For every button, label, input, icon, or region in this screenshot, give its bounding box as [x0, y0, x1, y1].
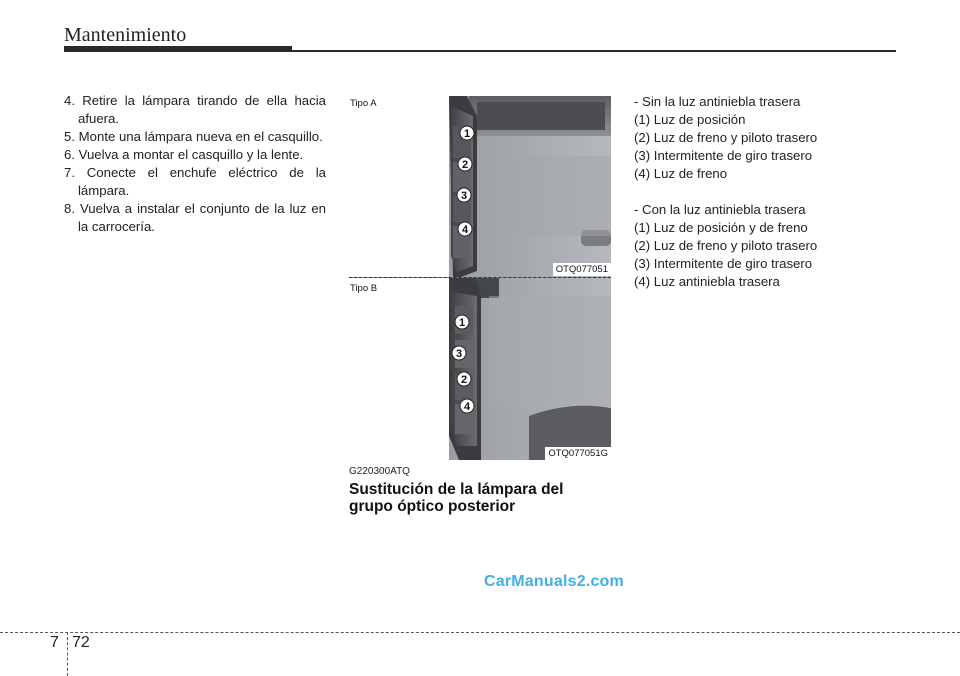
callout-b-2 — [457, 372, 471, 386]
svg-text:3: 3 — [460, 190, 468, 202]
legend-item: (1) Luz de posición — [634, 112, 746, 127]
svg-text:3: 3 — [455, 348, 463, 360]
instruction-steps — [64, 92, 326, 236]
svg-text:1: 1 — [458, 317, 466, 329]
tipo-a-label: Tipo A — [350, 98, 377, 109]
legend-item: (4) Luz antiniebla trasera — [634, 274, 780, 289]
svg-text:4: 4 — [463, 401, 471, 413]
legend-item: (4) Luz de freno — [634, 166, 728, 181]
legend-item: (3) Intermitente de giro trasero — [634, 256, 813, 271]
tipo-b-label: Tipo B — [350, 283, 378, 294]
callout-b-3 — [452, 346, 466, 360]
step-7: 7. Conecte el enchufe eléctrico de la lámpara. — [64, 165, 326, 198]
header-bar — [64, 46, 292, 52]
page-number: 72 — [72, 634, 90, 651]
legend-item: (2) Luz de freno y piloto trasero — [634, 238, 818, 253]
svg-text:2: 2 — [461, 159, 469, 171]
footer-rule — [0, 632, 960, 633]
header-rule — [292, 50, 896, 52]
callout-a-4 — [458, 222, 472, 236]
callout-a-3 — [457, 188, 471, 202]
callout-b-1 — [455, 315, 469, 329]
figure-divider — [349, 277, 611, 278]
tail-lamp-figure — [349, 96, 611, 460]
tail-lamp-illustration — [349, 96, 611, 460]
figure-code-a: OTQ077051 — [553, 263, 611, 276]
section-code: G220300ATQ — [349, 466, 410, 477]
legend-spacer — [634, 183, 894, 201]
footer-divider — [67, 632, 68, 676]
legend-heading-without-fog: - Sin la luz antiniebla trasera — [634, 94, 801, 109]
legend-item: (3) Intermitente de giro trasero — [634, 148, 813, 163]
svg-text:2: 2 — [460, 374, 468, 386]
figure-code-b: OTQ077051G — [545, 447, 611, 460]
callout-b-4 — [460, 399, 474, 413]
legend-heading-with-fog: - Con la luz antiniebla trasera — [634, 202, 806, 217]
callout-a-1 — [460, 126, 474, 140]
svg-text:4: 4 — [461, 224, 469, 236]
step-5: 5. Monte una lámpara nueva en el casquillo. — [64, 129, 323, 144]
legend-item: (2) Luz de freno y piloto trasero — [634, 130, 818, 145]
chapter-number: 7 — [50, 634, 59, 651]
step-8: 8. Vuelva a instalar el conjunto de la luz en la carrocería. — [64, 201, 326, 234]
step-6: 6. Vuelva a montar el casquillo y la lente. — [64, 147, 304, 162]
legend-item: (1) Luz de posición y de freno — [634, 220, 808, 235]
watermark-link[interactable]: CarManuals2.com — [484, 573, 624, 590]
callout-a-2 — [458, 157, 472, 171]
step-4: 4. Retire la lámpara tirando de ella hacia afuera. — [64, 93, 326, 126]
svg-text:1: 1 — [463, 128, 471, 140]
section-title: Sustitución de la lámpara del grupo óptico posterior — [349, 481, 564, 515]
page-header-title: Mantenimiento — [64, 24, 187, 46]
lamp-legend — [634, 93, 894, 291]
